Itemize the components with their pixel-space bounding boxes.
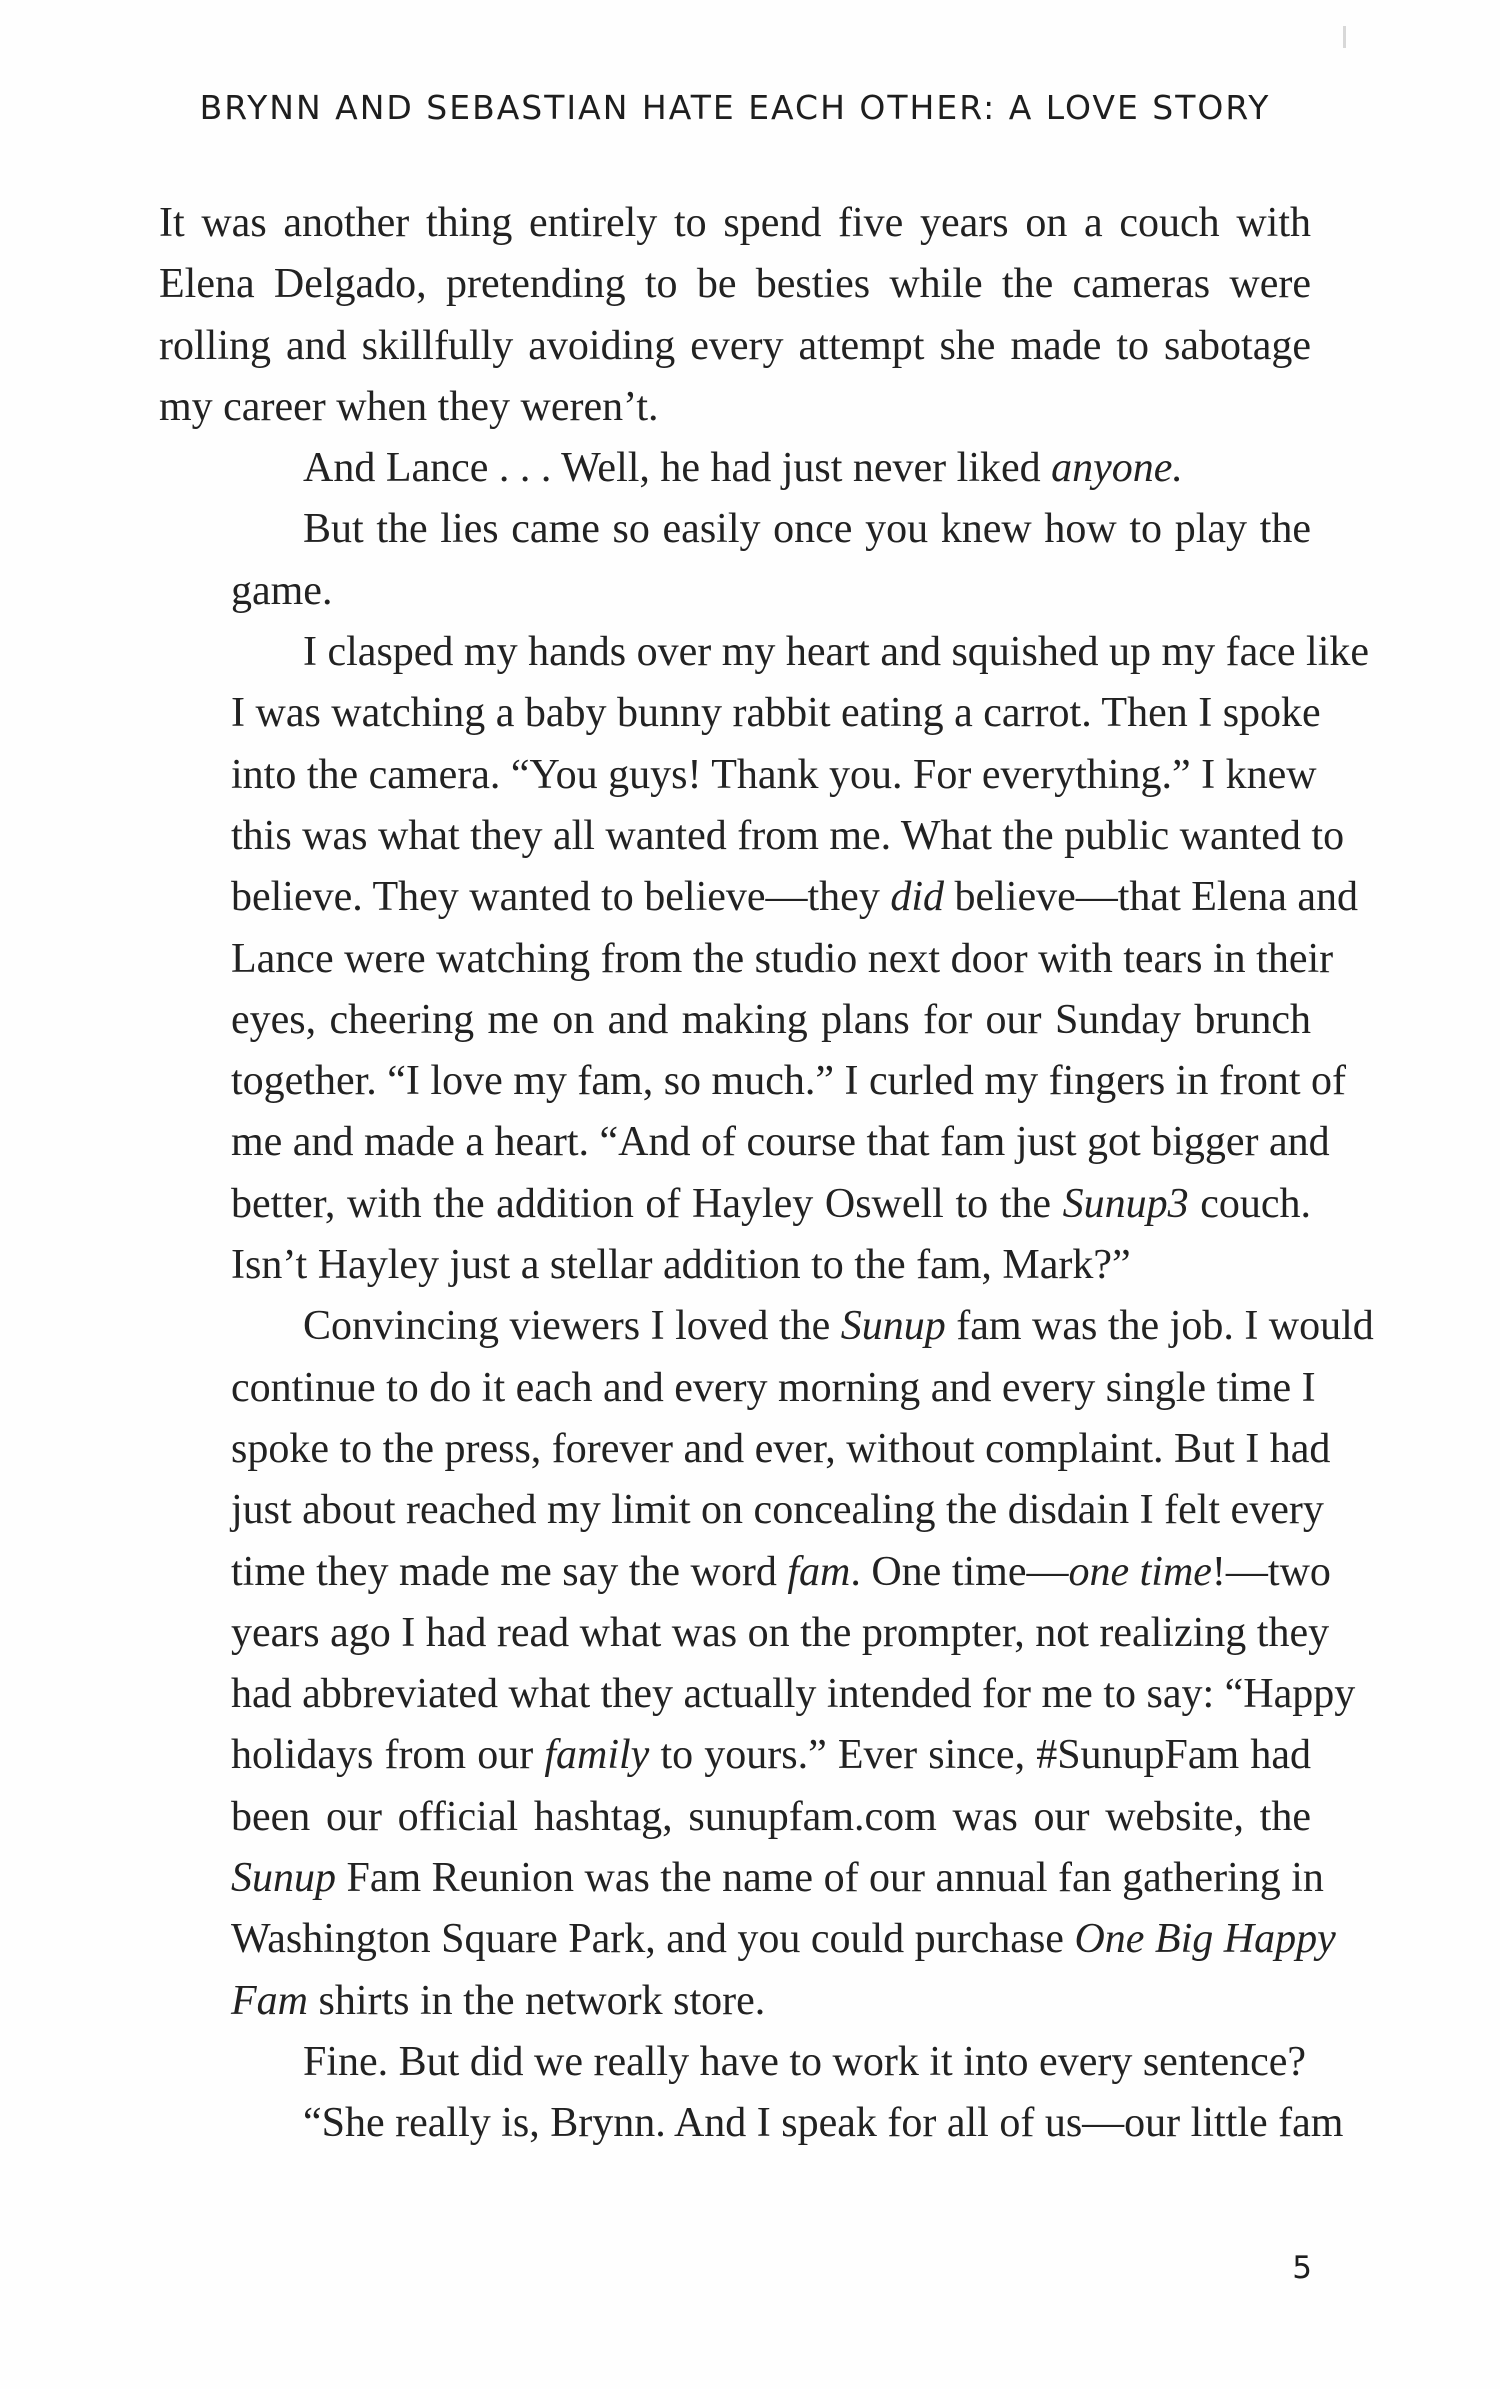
- italic-run: one time: [1068, 1548, 1212, 1595]
- italic-run: Fam: [231, 1977, 308, 2024]
- text-run: Fam Reunion was the name of our annual fan gathering in: [336, 1855, 1324, 1902]
- text-line: It was another thing entirely to spend five years on a couch with: [159, 200, 1311, 246]
- italic-run: Sunup: [231, 1855, 336, 1902]
- text-run: fam was the job. I would: [945, 1303, 1374, 1350]
- text-line: I clasped my hands over my heart and squished up my face like: [303, 629, 1370, 676]
- scan-mark: [1343, 26, 1346, 48]
- page-number: 5: [1292, 2250, 1312, 2286]
- text-line: [159, 867, 1358, 928]
- paragraph: [159, 438, 1311, 499]
- paragraph: [159, 499, 1311, 622]
- text-line: had abbreviated what they actually intended for me to say: “Happy: [231, 1671, 1356, 1718]
- italic-run: anyone.: [1051, 445, 1183, 492]
- text-line: continue to do it each and every morning and every single time I: [231, 1364, 1316, 1411]
- text-run: !—two: [1211, 1548, 1331, 1595]
- text-line: Isn’t Hayley just a stellar addition to the fam, Mark?”: [231, 1242, 1131, 1289]
- italic-run: Sunup: [840, 1303, 946, 1350]
- body-text: [159, 193, 1374, 2155]
- text-line: I was watching a baby bunny rabbit eating a carrot. Then I spoke: [231, 690, 1321, 737]
- text-run: Convincing viewers I loved the: [303, 1303, 841, 1350]
- text-run: . One time—: [850, 1548, 1069, 1595]
- text-line: Elena Delgado, pretending to be besties while the cameras were: [159, 261, 1311, 308]
- italic-run: family: [544, 1732, 650, 1779]
- text-line: [159, 1296, 1374, 1357]
- text-line: But the lies came so easily once you knew how to play the: [303, 506, 1311, 553]
- text-line: [159, 1848, 1324, 1909]
- paragraph: [159, 2093, 1344, 2154]
- text-line: spoke to the press, forever and ever, without complaint. But I had: [231, 1425, 1331, 1472]
- text-line: Fine. But did we really have to work it into every sentence?: [303, 2038, 1307, 2085]
- running-header: BRYNN AND SEBASTIAN HATE EACH OTHER: A LOVE STORY: [199, 88, 1271, 127]
- text-line: eyes, cheering me on and making plans for our Sunday brunch: [231, 996, 1311, 1043]
- text-line: [159, 1174, 1311, 1235]
- text-line: “She really is, Brynn. And I speak for all of us—our little fam: [303, 2100, 1344, 2147]
- text-line: just about reached my limit on concealing the disdain I felt every: [231, 1487, 1324, 1534]
- text-line: [159, 1971, 1311, 2032]
- text-run: And Lance . . . Well, he had just never liked: [303, 445, 1052, 492]
- text-run: shirts in the network store.: [308, 1977, 766, 2024]
- italic-run: Sunup3: [1062, 1180, 1189, 1227]
- text-line: into the camera. “You guys! Thank you. For everything.” I knew: [231, 751, 1317, 798]
- text-line: this was what they all wanted from me. What the public wanted to: [231, 812, 1345, 859]
- text-run: holidays from our: [231, 1732, 545, 1779]
- paragraph: [159, 622, 1370, 1296]
- italic-run: One Big Happy: [1074, 1916, 1336, 1963]
- text-line: been our official hashtag, sunupfam.com was our website, the: [231, 1793, 1311, 1840]
- text-line: [159, 1725, 1311, 1786]
- text-run: couch.: [1188, 1180, 1311, 1227]
- text-line: [159, 1542, 1331, 1603]
- text-line: me and made a heart. “And of course that fam just got bigger and: [231, 1119, 1330, 1166]
- text-run: believe—that Elena and: [944, 874, 1358, 921]
- text-line: [159, 438, 1311, 499]
- text-run: better, with the addition of Hayley Oswell to the: [231, 1180, 1063, 1227]
- text-line: Lance were watching from the studio next door with tears in their: [231, 935, 1334, 982]
- text-run: to yours.” Ever since, #SunupFam had: [649, 1732, 1311, 1779]
- italic-run: did: [890, 874, 944, 921]
- text-line: rolling and skillfully avoiding every attempt she made to sabotage: [159, 322, 1311, 369]
- text-line: together. “I love my fam, so much.” I curled my fingers in front of: [231, 1058, 1347, 1105]
- text-line: my career when they weren’t.: [159, 383, 659, 430]
- text-run: believe. They wanted to believe—they: [231, 874, 891, 921]
- text-run: time they made me say the word: [231, 1548, 788, 1595]
- text-line: game.: [231, 567, 333, 614]
- italic-run: fam: [787, 1548, 851, 1595]
- text-line: [159, 1909, 1336, 1970]
- paragraph: [159, 193, 1311, 438]
- paragraph: [159, 2032, 1311, 2093]
- paragraph: [159, 1296, 1374, 2032]
- text-run: Washington Square Park, and you could purchase: [231, 1916, 1075, 1963]
- text-line: years ago I had read what was on the prompter, not realizing they: [231, 1609, 1330, 1656]
